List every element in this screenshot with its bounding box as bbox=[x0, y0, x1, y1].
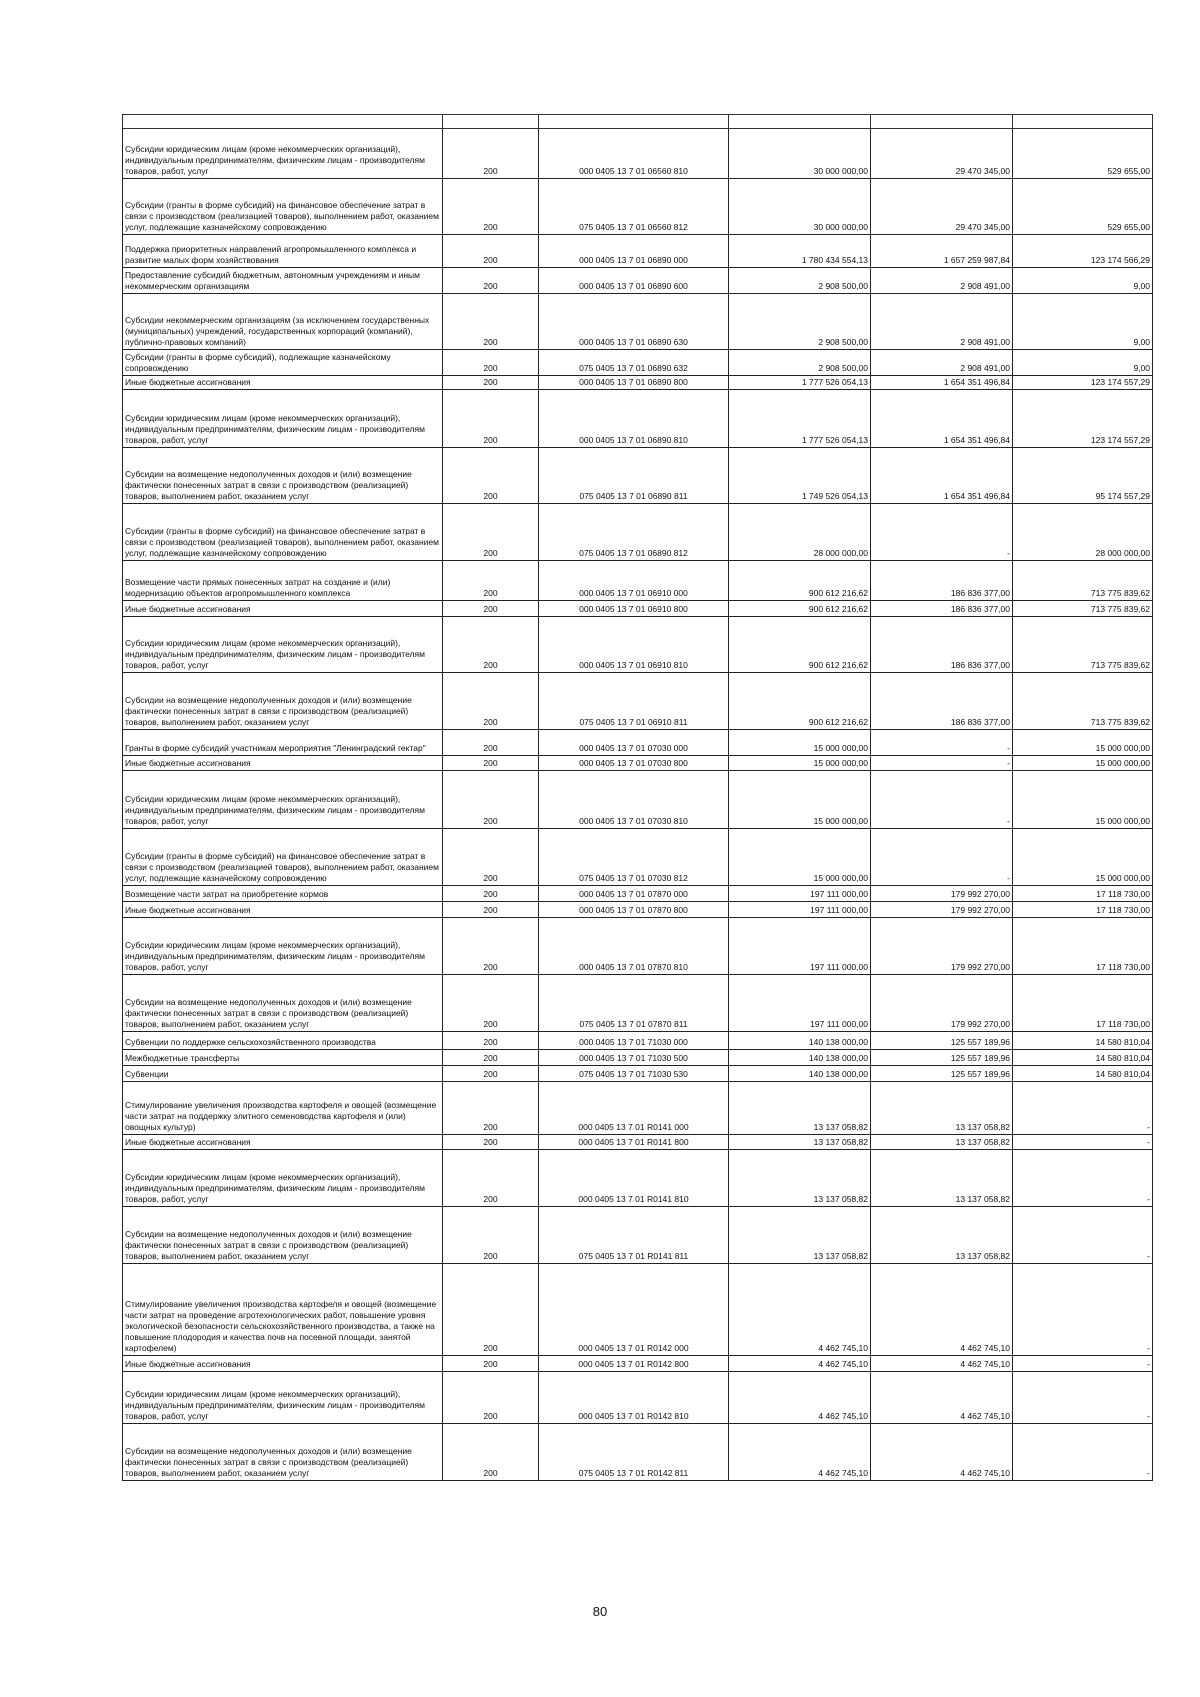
row-code-cell: 200 bbox=[443, 179, 539, 235]
row-approved-cell: 197 111 000,00 bbox=[729, 975, 871, 1032]
row-kbk-cell: 000 0405 13 7 01 07030 800 bbox=[539, 756, 729, 771]
table-row bbox=[123, 561, 1153, 601]
table-body bbox=[123, 129, 1153, 1481]
row-kbk-cell: 000 0405 13 7 01 07870 000 bbox=[539, 886, 729, 902]
row-code-cell: 200 bbox=[443, 350, 539, 376]
row-unexecuted-cell: 15 000 000,00 bbox=[1013, 730, 1153, 756]
row-kbk-cell: 000 0405 13 7 01 R0141 810 bbox=[539, 1150, 729, 1207]
row-approved-cell: 140 138 000,00 bbox=[729, 1032, 871, 1050]
row-approved-cell: 900 612 216,62 bbox=[729, 617, 871, 673]
budget-execution-table bbox=[122, 114, 1153, 1481]
row-name-cell: Субсидии (гранты в форме субсидий), подлежащие казначейскому сопровождению bbox=[123, 350, 443, 376]
row-code-cell: 200 bbox=[443, 376, 539, 390]
row-code-cell: 200 bbox=[443, 886, 539, 902]
row-kbk-cell: 000 0405 13 7 01 R0142 800 bbox=[539, 1356, 729, 1372]
row-code-cell: 200 bbox=[443, 1135, 539, 1150]
row-unexecuted-cell: 713 775 839,62 bbox=[1013, 673, 1153, 730]
row-executed-cell: 1 654 351 496,84 bbox=[871, 390, 1013, 448]
table-row bbox=[123, 1207, 1153, 1264]
row-code-cell: 200 bbox=[443, 1424, 539, 1481]
table-row bbox=[123, 350, 1153, 376]
row-unexecuted-cell: 28 000 000,00 bbox=[1013, 504, 1153, 561]
row-approved-cell: 140 138 000,00 bbox=[729, 1050, 871, 1066]
table-row bbox=[123, 1066, 1153, 1082]
table-row bbox=[123, 1424, 1153, 1481]
row-kbk-cell: 000 0405 13 7 01 06890 000 bbox=[539, 235, 729, 268]
row-kbk-cell: 000 0405 13 7 01 71030 500 bbox=[539, 1050, 729, 1066]
table-row bbox=[123, 771, 1153, 829]
row-executed-cell: 2 908 491,00 bbox=[871, 294, 1013, 350]
row-unexecuted-cell: 15 000 000,00 bbox=[1013, 829, 1153, 886]
row-code-cell: 200 bbox=[443, 902, 539, 918]
row-executed-cell: 186 836 377,00 bbox=[871, 601, 1013, 617]
row-unexecuted-cell: 15 000 000,00 bbox=[1013, 771, 1153, 829]
row-name-cell: Возмещение части прямых понесенных затрат на создание и (или) модернизацию объектов агропромышленного комплекса bbox=[123, 561, 443, 601]
row-unexecuted-cell: - bbox=[1013, 1356, 1153, 1372]
row-unexecuted-cell: 17 118 730,00 bbox=[1013, 918, 1153, 975]
row-executed-cell: 179 992 270,00 bbox=[871, 902, 1013, 918]
row-executed-cell: 125 557 189,96 bbox=[871, 1066, 1013, 1082]
row-unexecuted-cell: 9,00 bbox=[1013, 350, 1153, 376]
row-kbk-cell: 075 0405 13 7 01 07030 812 bbox=[539, 829, 729, 886]
row-name-cell: Стимулирование увеличения производства картофеля и овощей (возмещение части затрат на поддержку элитного семеноводства картофеля и (или) овощных культур) bbox=[123, 1082, 443, 1135]
row-code-cell: 200 bbox=[443, 1082, 539, 1135]
table-row bbox=[123, 129, 1153, 179]
row-approved-cell: 197 111 000,00 bbox=[729, 918, 871, 975]
row-kbk-cell: 075 0405 13 7 01 R0141 811 bbox=[539, 1207, 729, 1264]
row-unexecuted-cell: - bbox=[1013, 1424, 1153, 1481]
row-unexecuted-cell: - bbox=[1013, 1082, 1153, 1135]
row-approved-cell: 15 000 000,00 bbox=[729, 771, 871, 829]
row-name-cell: Субсидии (гранты в форме субсидий) на финансовое обеспечение затрат в связи с производством (реализацией товаров), выполнением работ, оказанием услуг, подлежащие казначейскому сопровождению bbox=[123, 504, 443, 561]
row-kbk-cell: 000 0405 13 7 01 06910 000 bbox=[539, 561, 729, 601]
row-kbk-cell: 000 0405 13 7 01 07870 800 bbox=[539, 902, 729, 918]
table-row bbox=[123, 1082, 1153, 1135]
table-row bbox=[123, 1356, 1153, 1372]
row-unexecuted-cell: 14 580 810,04 bbox=[1013, 1032, 1153, 1050]
row-executed-cell: 179 992 270,00 bbox=[871, 918, 1013, 975]
row-executed-cell: 179 992 270,00 bbox=[871, 975, 1013, 1032]
row-approved-cell: 13 137 058,82 bbox=[729, 1135, 871, 1150]
table-row bbox=[123, 1135, 1153, 1150]
row-executed-cell: 125 557 189,96 bbox=[871, 1032, 1013, 1050]
row-unexecuted-cell: 15 000 000,00 bbox=[1013, 756, 1153, 771]
row-name-cell: Субсидии юридическим лицам (кроме некоммерческих организаций), индивидуальным предпринимателям, физическим лицам - производителям товаров, работ, услуг bbox=[123, 1150, 443, 1207]
row-unexecuted-cell: 123 174 566,29 bbox=[1013, 235, 1153, 268]
row-executed-cell: 4 462 745,10 bbox=[871, 1356, 1013, 1372]
row-approved-cell: 30 000 000,00 bbox=[729, 129, 871, 179]
row-name-cell: Иные бюджетные ассигнования bbox=[123, 1356, 443, 1372]
row-code-cell: 200 bbox=[443, 730, 539, 756]
row-code-cell: 200 bbox=[443, 771, 539, 829]
row-approved-cell: 4 462 745,10 bbox=[729, 1372, 871, 1424]
row-code-cell: 200 bbox=[443, 601, 539, 617]
row-name-cell: Субсидии юридическим лицам (кроме некоммерческих организаций), индивидуальным предпринимателям, физическим лицам - производителям товаров, работ, услуг bbox=[123, 918, 443, 975]
row-executed-cell: 13 137 058,82 bbox=[871, 1207, 1013, 1264]
table-row bbox=[123, 902, 1153, 918]
row-name-cell: Субсидии юридическим лицам (кроме некоммерческих организаций), индивидуальным предпринимателям, физическим лицам - производителям товаров, работ, услуг bbox=[123, 617, 443, 673]
row-approved-cell: 197 111 000,00 bbox=[729, 902, 871, 918]
row-executed-cell: - bbox=[871, 829, 1013, 886]
row-approved-cell: 4 462 745,10 bbox=[729, 1264, 871, 1356]
row-unexecuted-cell: 713 775 839,62 bbox=[1013, 601, 1153, 617]
row-unexecuted-cell: 529 655,00 bbox=[1013, 179, 1153, 235]
table-row bbox=[123, 975, 1153, 1032]
row-name-cell: Стимулирование увеличения производства картофеля и овощей (возмещение части затрат на проведение агротехнологических работ, повышение уровня экологической безопасности сельскохозяйственного производства, а также на повышение плодородия и качества почв на посевной площади, занятой картофелем) bbox=[123, 1264, 443, 1356]
row-kbk-cell: 000 0405 13 7 01 R0141 800 bbox=[539, 1135, 729, 1150]
row-code-cell: 200 bbox=[443, 268, 539, 294]
row-executed-cell: 1 654 351 496,84 bbox=[871, 376, 1013, 390]
row-unexecuted-cell: 713 775 839,62 bbox=[1013, 561, 1153, 601]
row-code-cell: 200 bbox=[443, 1372, 539, 1424]
row-executed-cell: - bbox=[871, 756, 1013, 771]
table-row bbox=[123, 504, 1153, 561]
row-approved-cell: 1 777 526 054,13 bbox=[729, 390, 871, 448]
row-code-cell: 200 bbox=[443, 756, 539, 771]
row-kbk-cell: 000 0405 13 7 01 R0142 000 bbox=[539, 1264, 729, 1356]
row-approved-cell: 900 612 216,62 bbox=[729, 561, 871, 601]
row-executed-cell: 179 992 270,00 bbox=[871, 886, 1013, 902]
row-kbk-cell: 000 0405 13 7 01 06890 600 bbox=[539, 268, 729, 294]
table-row bbox=[123, 829, 1153, 886]
row-approved-cell: 1 777 526 054,13 bbox=[729, 376, 871, 390]
row-name-cell: Субсидии на возмещение недополученных доходов и (или) возмещение фактически понесенных затрат в связи с производством (реализацией) товаров, выполнением работ, оказанием услуг bbox=[123, 448, 443, 504]
row-approved-cell: 140 138 000,00 bbox=[729, 1066, 871, 1082]
budget-execution-table-sheet bbox=[122, 114, 1152, 1481]
row-executed-cell: 13 137 058,82 bbox=[871, 1082, 1013, 1135]
row-unexecuted-cell: 17 118 730,00 bbox=[1013, 886, 1153, 902]
row-kbk-cell: 075 0405 13 7 01 71030 530 bbox=[539, 1066, 729, 1082]
row-kbk-cell: 000 0405 13 7 01 06890 800 bbox=[539, 376, 729, 390]
row-approved-cell: 13 137 058,82 bbox=[729, 1150, 871, 1207]
row-name-cell: Субсидии на возмещение недополученных доходов и (или) возмещение фактически понесенных затрат в связи с производством (реализацией) товаров, выполнением работ, оказанием услуг bbox=[123, 673, 443, 730]
row-unexecuted-cell: - bbox=[1013, 1264, 1153, 1356]
row-executed-cell: 29 470 345,00 bbox=[871, 129, 1013, 179]
row-code-cell: 200 bbox=[443, 1050, 539, 1066]
row-name-cell: Иные бюджетные ассигнования bbox=[123, 1135, 443, 1150]
row-approved-cell: 1 749 526 054,13 bbox=[729, 448, 871, 504]
row-executed-cell: 29 470 345,00 bbox=[871, 179, 1013, 235]
row-kbk-cell: 000 0405 13 7 01 06890 630 bbox=[539, 294, 729, 350]
row-executed-cell: 1 657 259 987,84 bbox=[871, 235, 1013, 268]
row-kbk-cell: 075 0405 13 7 01 06910 811 bbox=[539, 673, 729, 730]
table-row bbox=[123, 448, 1153, 504]
row-name-cell: Поддержка приоритетных направлений агропромышленного комплекса и развитие малых форм хозяйствования bbox=[123, 235, 443, 268]
row-kbk-cell: 000 0405 13 7 01 07870 810 bbox=[539, 918, 729, 975]
row-approved-cell: 2 908 500,00 bbox=[729, 294, 871, 350]
row-unexecuted-cell: 17 118 730,00 bbox=[1013, 975, 1153, 1032]
row-code-cell: 200 bbox=[443, 829, 539, 886]
table-row bbox=[123, 1372, 1153, 1424]
row-kbk-cell: 000 0405 13 7 01 71030 000 bbox=[539, 1032, 729, 1050]
row-name-cell: Субсидии (гранты в форме субсидий) на финансовое обеспечение затрат в связи с производством (реализацией товаров), выполнением работ, оказанием услуг, подлежащие казначейскому сопровождению bbox=[123, 179, 443, 235]
row-kbk-cell: 000 0405 13 7 01 06910 810 bbox=[539, 617, 729, 673]
row-kbk-cell: 075 0405 13 7 01 R0142 811 bbox=[539, 1424, 729, 1481]
row-unexecuted-cell: 529 655,00 bbox=[1013, 129, 1153, 179]
row-approved-cell: 15 000 000,00 bbox=[729, 829, 871, 886]
row-executed-cell: 4 462 745,10 bbox=[871, 1264, 1013, 1356]
row-unexecuted-cell: 14 580 810,04 bbox=[1013, 1066, 1153, 1082]
table-row bbox=[123, 886, 1153, 902]
row-executed-cell: - bbox=[871, 771, 1013, 829]
row-unexecuted-cell: 123 174 557,29 bbox=[1013, 376, 1153, 390]
row-kbk-cell: 000 0405 13 7 01 R0142 810 bbox=[539, 1372, 729, 1424]
row-kbk-cell: 000 0405 13 7 01 06910 800 bbox=[539, 601, 729, 617]
table-row bbox=[123, 1032, 1153, 1050]
row-approved-cell: 15 000 000,00 bbox=[729, 730, 871, 756]
table-row bbox=[123, 376, 1153, 390]
table-row bbox=[123, 730, 1153, 756]
row-name-cell: Субсидии на возмещение недополученных доходов и (или) возмещение фактически понесенных затрат в связи с производством (реализацией) товаров, выполнением работ, оказанием услуг bbox=[123, 1424, 443, 1481]
row-name-cell: Субвенции по поддержке сельскохозяйственного производства bbox=[123, 1032, 443, 1050]
row-name-cell: Иные бюджетные ассигнования bbox=[123, 601, 443, 617]
table-row bbox=[123, 235, 1153, 268]
table-row bbox=[123, 617, 1153, 673]
row-unexecuted-cell: - bbox=[1013, 1135, 1153, 1150]
row-code-cell: 200 bbox=[443, 1356, 539, 1372]
table-row bbox=[123, 918, 1153, 975]
row-kbk-cell: 075 0405 13 7 01 06890 812 bbox=[539, 504, 729, 561]
row-code-cell: 200 bbox=[443, 504, 539, 561]
row-approved-cell: 2 908 500,00 bbox=[729, 268, 871, 294]
row-code-cell: 200 bbox=[443, 617, 539, 673]
table-row bbox=[123, 1264, 1153, 1356]
row-approved-cell: 2 908 500,00 bbox=[729, 350, 871, 376]
row-executed-cell: 13 137 058,82 bbox=[871, 1150, 1013, 1207]
row-approved-cell: 900 612 216,62 bbox=[729, 673, 871, 730]
row-code-cell: 200 bbox=[443, 235, 539, 268]
row-code-cell: 200 bbox=[443, 975, 539, 1032]
row-code-cell: 200 bbox=[443, 448, 539, 504]
row-executed-cell: 4 462 745,10 bbox=[871, 1372, 1013, 1424]
row-unexecuted-cell: - bbox=[1013, 1207, 1153, 1264]
row-name-cell: Предоставление субсидий бюджетным, автономным учреждениям и иным некоммерческим организациям bbox=[123, 268, 443, 294]
row-kbk-cell: 000 0405 13 7 01 06890 810 bbox=[539, 390, 729, 448]
row-code-cell: 200 bbox=[443, 1032, 539, 1050]
row-approved-cell: 4 462 745,10 bbox=[729, 1424, 871, 1481]
row-executed-cell: 125 557 189,96 bbox=[871, 1050, 1013, 1066]
row-name-cell: Возмещение части затрат на приобретение кормов bbox=[123, 886, 443, 902]
row-kbk-cell: 000 0405 13 7 01 07030 000 bbox=[539, 730, 729, 756]
row-kbk-cell: 075 0405 13 7 01 06560 812 bbox=[539, 179, 729, 235]
row-name-cell: Субсидии на возмещение недополученных доходов и (или) возмещение фактически понесенных затрат в связи с производством (реализацией) товаров, выполнением работ, оказанием услуг bbox=[123, 975, 443, 1032]
row-executed-cell: 13 137 058,82 bbox=[871, 1135, 1013, 1150]
row-approved-cell: 1 780 434 554,13 bbox=[729, 235, 871, 268]
row-name-cell: Субсидии юридическим лицам (кроме некоммерческих организаций), индивидуальным предпринимателям, физическим лицам - производителям товаров, работ, услуг bbox=[123, 771, 443, 829]
row-code-cell: 200 bbox=[443, 390, 539, 448]
table-row bbox=[123, 179, 1153, 235]
row-unexecuted-cell: 17 118 730,00 bbox=[1013, 902, 1153, 918]
row-name-cell: Субвенции bbox=[123, 1066, 443, 1082]
row-executed-cell: 2 908 491,00 bbox=[871, 350, 1013, 376]
table-header-strip bbox=[123, 115, 1153, 129]
row-code-cell: 200 bbox=[443, 561, 539, 601]
row-unexecuted-cell: - bbox=[1013, 1150, 1153, 1207]
table-row bbox=[123, 673, 1153, 730]
row-approved-cell: 900 612 216,62 bbox=[729, 601, 871, 617]
row-executed-cell: - bbox=[871, 730, 1013, 756]
row-code-cell: 200 bbox=[443, 918, 539, 975]
row-code-cell: 200 bbox=[443, 1264, 539, 1356]
row-name-cell: Иные бюджетные ассигнования bbox=[123, 376, 443, 390]
page-number: 80 bbox=[592, 1604, 608, 1619]
row-executed-cell: 2 908 491,00 bbox=[871, 268, 1013, 294]
row-kbk-cell: 000 0405 13 7 01 R0141 000 bbox=[539, 1082, 729, 1135]
row-name-cell: Субсидии на возмещение недополученных доходов и (или) возмещение фактически понесенных затрат в связи с производством (реализацией) товаров, выполнением работ, оказанием услуг bbox=[123, 1207, 443, 1264]
row-approved-cell: 4 462 745,10 bbox=[729, 1356, 871, 1372]
row-code-cell: 200 bbox=[443, 673, 539, 730]
table-row bbox=[123, 268, 1153, 294]
row-approved-cell: 197 111 000,00 bbox=[729, 886, 871, 902]
row-code-cell: 200 bbox=[443, 1150, 539, 1207]
row-name-cell: Субсидии юридическим лицам (кроме некоммерческих организаций), индивидуальным предпринимателям, физическим лицам - производителям товаров, работ, услуг bbox=[123, 1372, 443, 1424]
row-code-cell: 200 bbox=[443, 1207, 539, 1264]
table-row bbox=[123, 601, 1153, 617]
row-name-cell: Гранты в форме субсидий участникам мероприятия "Ленинградский гектар" bbox=[123, 730, 443, 756]
row-name-cell: Субсидии (гранты в форме субсидий) на финансовое обеспечение затрат в связи с производством (реализацией товаров), выполнением работ, оказанием услуг, подлежащие казначейскому сопровождению bbox=[123, 829, 443, 886]
table-row bbox=[123, 1150, 1153, 1207]
row-kbk-cell: 000 0405 13 7 01 07030 810 bbox=[539, 771, 729, 829]
row-executed-cell: 4 462 745,10 bbox=[871, 1424, 1013, 1481]
row-approved-cell: 30 000 000,00 bbox=[729, 179, 871, 235]
table-row bbox=[123, 390, 1153, 448]
row-executed-cell: 1 654 351 496,84 bbox=[871, 448, 1013, 504]
row-unexecuted-cell: - bbox=[1013, 1372, 1153, 1424]
row-kbk-cell: 075 0405 13 7 01 07870 811 bbox=[539, 975, 729, 1032]
row-kbk-cell: 000 0405 13 7 01 06560 810 bbox=[539, 129, 729, 179]
row-kbk-cell: 075 0405 13 7 01 06890 632 bbox=[539, 350, 729, 376]
row-kbk-cell: 075 0405 13 7 01 06890 811 bbox=[539, 448, 729, 504]
table-row bbox=[123, 1050, 1153, 1066]
row-name-cell: Иные бюджетные ассигнования bbox=[123, 756, 443, 771]
row-name-cell: Субсидии юридическим лицам (кроме некоммерческих организаций), индивидуальным предпринимателям, физическим лицам - производителям товаров, работ, услуг bbox=[123, 129, 443, 179]
row-approved-cell: 13 137 058,82 bbox=[729, 1207, 871, 1264]
row-executed-cell: 186 836 377,00 bbox=[871, 617, 1013, 673]
row-approved-cell: 15 000 000,00 bbox=[729, 756, 871, 771]
row-unexecuted-cell: 123 174 557,29 bbox=[1013, 390, 1153, 448]
row-code-cell: 200 bbox=[443, 129, 539, 179]
row-unexecuted-cell: 95 174 557,29 bbox=[1013, 448, 1153, 504]
row-executed-cell: 186 836 377,00 bbox=[871, 673, 1013, 730]
row-approved-cell: 13 137 058,82 bbox=[729, 1082, 871, 1135]
row-name-cell: Иные бюджетные ассигнования bbox=[123, 902, 443, 918]
row-executed-cell: - bbox=[871, 504, 1013, 561]
row-unexecuted-cell: 9,00 bbox=[1013, 294, 1153, 350]
row-executed-cell: 186 836 377,00 bbox=[871, 561, 1013, 601]
row-name-cell: Субсидии некоммерческим организациям (за исключением государственных (муниципальных) учреждений, государственных корпораций (компаний), публично-правовых компаний) bbox=[123, 294, 443, 350]
table-row bbox=[123, 294, 1153, 350]
table-row bbox=[123, 756, 1153, 771]
row-code-cell: 200 bbox=[443, 294, 539, 350]
row-name-cell: Межбюджетные трансферты bbox=[123, 1050, 443, 1066]
row-name-cell: Субсидии юридическим лицам (кроме некоммерческих организаций), индивидуальным предпринимателям, физическим лицам - производителям товаров, работ, услуг bbox=[123, 390, 443, 448]
row-unexecuted-cell: 713 775 839,62 bbox=[1013, 617, 1153, 673]
row-unexecuted-cell: 9,00 bbox=[1013, 268, 1153, 294]
row-unexecuted-cell: 14 580 810,04 bbox=[1013, 1050, 1153, 1066]
row-approved-cell: 28 000 000,00 bbox=[729, 504, 871, 561]
row-code-cell: 200 bbox=[443, 1066, 539, 1082]
